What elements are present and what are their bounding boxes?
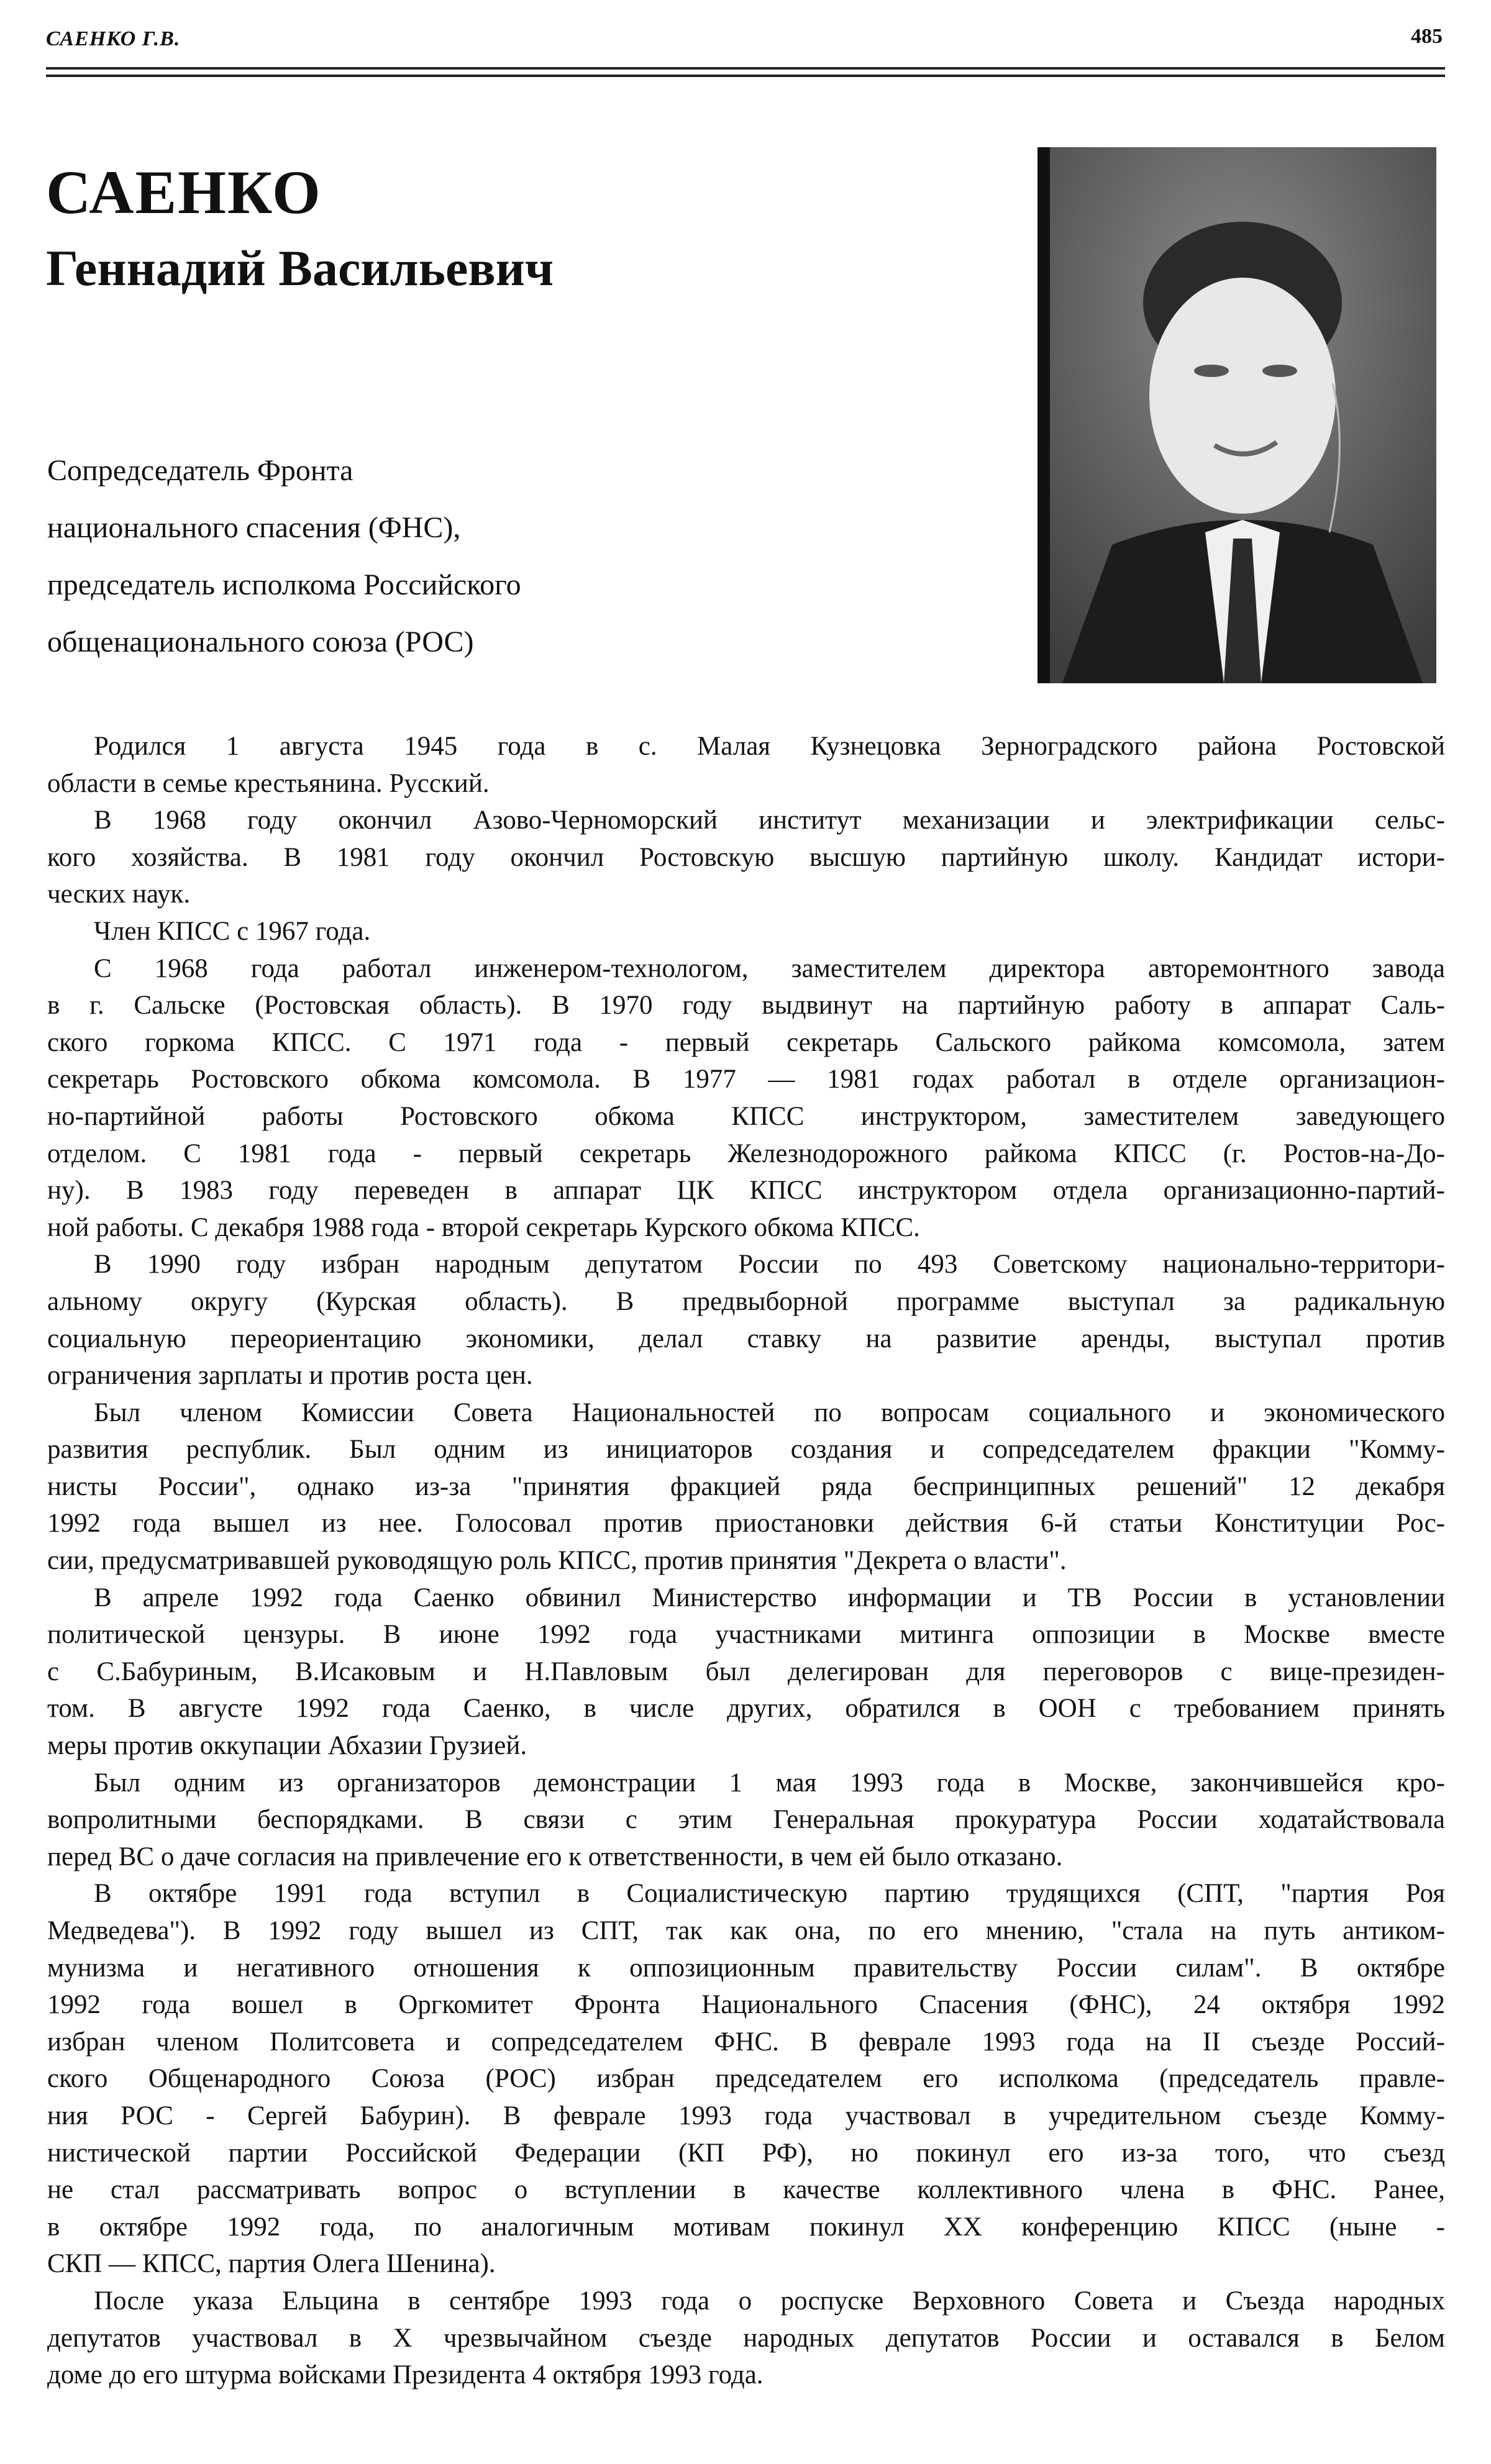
text-line: вопролитными беспорядками. В связи с этим Генеральная прокуратура России ходатайствовала bbox=[47, 1805, 1445, 1835]
surname-heading: САЕНКО bbox=[46, 158, 322, 227]
text-line: ну). В 1983 году переведен в аппарат ЦК КПСС инструктором отдела организационно-партий- bbox=[47, 1176, 1445, 1206]
text-line: После указа Ельцина в сентябре 1993 года о роспуске Верховного Совета и Съезда народных bbox=[94, 2286, 1445, 2316]
paragraph bbox=[47, 802, 1445, 913]
text-line: секретарь Ростовского обкома комсомола. В 1977 — 1981 годах работал в отделе организацион- bbox=[47, 1065, 1445, 1094]
text-line: ния РОС - Сергей Бабурин). В феврале 1993 года участвовал в учредительном съезде Комму- bbox=[47, 2101, 1445, 2130]
text-line: ского горкома КПСС. С 1971 года - первый секретарь Сальского райкома комсомола, затем bbox=[47, 1027, 1445, 1057]
header-rule bbox=[46, 67, 1445, 70]
text-line: мунизма и негативного отношения к оппозиционным правительству России силам". В октябре bbox=[47, 1953, 1445, 1983]
text-line: СКП — КПСС, партия Олега Шенина). bbox=[47, 2249, 496, 2279]
running-head: САЕНКО Г.В. bbox=[46, 27, 181, 50]
text-line: в октябре 1992 года, по аналогичным мотивам покинул XX конференцию КПСС (ныне - bbox=[47, 2212, 1445, 2242]
text-line: но-партийной работы Ростовского обкома КПСС инструктором, заместителем заведующего bbox=[47, 1101, 1445, 1131]
paragraph bbox=[47, 728, 1445, 802]
text-line: с С.Бабуриным, В.Исаковым и Н.Павловым был делегирован для переговоров с вице-президен- bbox=[47, 1657, 1445, 1686]
text-line: ограничения зарплаты и против роста цен. bbox=[47, 1361, 533, 1391]
text-line: Родился 1 августа 1945 года в с. Малая Кузнецовка Зерноградского района Ростовской bbox=[94, 732, 1445, 761]
text-line: В 1968 году окончил Азово-Черноморский институт механизации и электрификации сельс- bbox=[94, 806, 1445, 835]
header-rule bbox=[46, 75, 1445, 77]
page-number: 485 bbox=[1411, 25, 1443, 48]
paragraph bbox=[47, 2283, 1445, 2394]
text-line: отделом. С 1981 года - первый секретарь Железнодорожного райкома КПСС (г. Ростов-на-До- bbox=[47, 1139, 1445, 1168]
text-line: доме до его штурма войсками Президента 4 октября 1993 года. bbox=[47, 2360, 764, 2390]
text-line: сии, предусматривавшей руководящую роль КПСС, против принятия "Декрета о власти". bbox=[47, 1546, 1067, 1576]
text-line: Член КПСС с 1967 года. bbox=[94, 916, 371, 946]
text-line: перед ВС о даче согласия на привлечение его к ответственности, в чем ей было отказано. bbox=[47, 1842, 1063, 1871]
text-line: области в семье крестьянина. Русский. bbox=[47, 768, 490, 798]
text-line: том. В августе 1992 года Саенко, в числе других, обратился в ООН с требованием принять bbox=[47, 1694, 1445, 1724]
paragraph bbox=[47, 950, 1445, 1247]
text-line: Был членом Комиссии Совета Национальностей по вопросам социального и экономического bbox=[94, 1398, 1445, 1427]
subtitle-line: Сопредседатель Фронта bbox=[47, 454, 353, 487]
paragraph bbox=[47, 1765, 1445, 1876]
text-line: альному округу (Курская область). В предвыборной программе выступал за радикальную bbox=[47, 1286, 1445, 1316]
text-line: В апреле 1992 года Саенко обвинил Министерство информации и ТВ России в установлении bbox=[94, 1583, 1445, 1612]
paragraph bbox=[47, 1875, 1445, 2283]
subtitle-line: общенационального союза (РОС) bbox=[47, 625, 474, 658]
paragraph bbox=[47, 1394, 1445, 1580]
paragraph bbox=[47, 1580, 1445, 1765]
paragraph bbox=[47, 913, 1445, 950]
text-line: депутатов участвовал в X чрезвычайном съезде народных депутатов России и оставался в Белом bbox=[47, 2323, 1445, 2353]
subtitle-line: председатель исполкома Российского bbox=[47, 568, 521, 601]
text-line: нистической партии Российской Федерации (КП РФ), но покинул его из-за того, что съезд bbox=[47, 2138, 1445, 2168]
text-line: В октябре 1991 года вступил в Социалистическую партию трудящихся (СПТ, "партия Роя bbox=[94, 1879, 1445, 1909]
text-line: ной работы. С декабря 1988 года - второй секретарь Курского обкома КПСС. bbox=[47, 1212, 920, 1242]
text-line: ского Общенародного Союза (РОС) избран председателем его исполкома (председатель правле- bbox=[47, 2064, 1445, 2094]
text-line: ческих наук. bbox=[47, 880, 191, 909]
text-line: Был одним из организаторов демонстрации 1 мая 1993 года в Москве, закончившейся кро- bbox=[94, 1768, 1445, 1798]
text-line: избран членом Политсовета и сопредседателем ФНС. В феврале 1993 года на II съезде Россий- bbox=[47, 2027, 1445, 2057]
text-line: С 1968 года работал инженером-технологом, заместителем директора авторемонтного завода bbox=[94, 953, 1445, 983]
position-subtitle bbox=[47, 442, 521, 671]
text-line: политической цензуры. В июне 1992 года участниками митинга оппозиции в Москве вместе bbox=[47, 1620, 1445, 1650]
text-line: 1992 года вышел из нее. Голосовал против приостановки действия 6-й статьи Конституции Рос- bbox=[47, 1509, 1445, 1539]
given-names-heading: Геннадий Васильевич bbox=[46, 240, 554, 296]
text-line: нисты России", однако из-за "принятия фракцией ряда беспринципных решений" 12 декабря bbox=[47, 1471, 1445, 1501]
text-line: 1992 года вошел в Оргкомитет Фронта Национального Спасения (ФНС), 24 октября 1992 bbox=[47, 1990, 1445, 2020]
paragraph bbox=[47, 1246, 1445, 1394]
text-line: развития республик. Был одним из инициаторов создания и сопредседателем фракции "Комму- bbox=[47, 1435, 1445, 1465]
text-line: меры против оккупации Абхазии Грузией. bbox=[47, 1731, 527, 1761]
text-line: кого хозяйства. В 1981 году окончил Ростовскую высшую партийную школу. Кандидат истори- bbox=[47, 842, 1445, 872]
biography-text bbox=[47, 728, 1445, 2394]
portrait-photo bbox=[1037, 147, 1436, 683]
text-line: Медведева"). В 1992 году вышел из СПТ, так как она, по его мнению, "стала на путь антиком- bbox=[47, 1916, 1445, 1945]
text-line: В 1990 году избран народным депутатом России по 493 Советскому национально-территори- bbox=[94, 1250, 1445, 1280]
text-line: в г. Сальске (Ростовская область). В 1970 году выдвинут на партийную работу в аппарат Саль- bbox=[47, 991, 1445, 1021]
subtitle-line: национального спасения (ФНС), bbox=[47, 511, 461, 544]
text-line: не стал рассматривать вопрос о вступлении в качестве коллективного члена в ФНС. Ранее, bbox=[47, 2175, 1445, 2205]
text-line: социальную переориентацию экономики, делал ставку на развитие аренды, выступал против bbox=[47, 1324, 1445, 1353]
